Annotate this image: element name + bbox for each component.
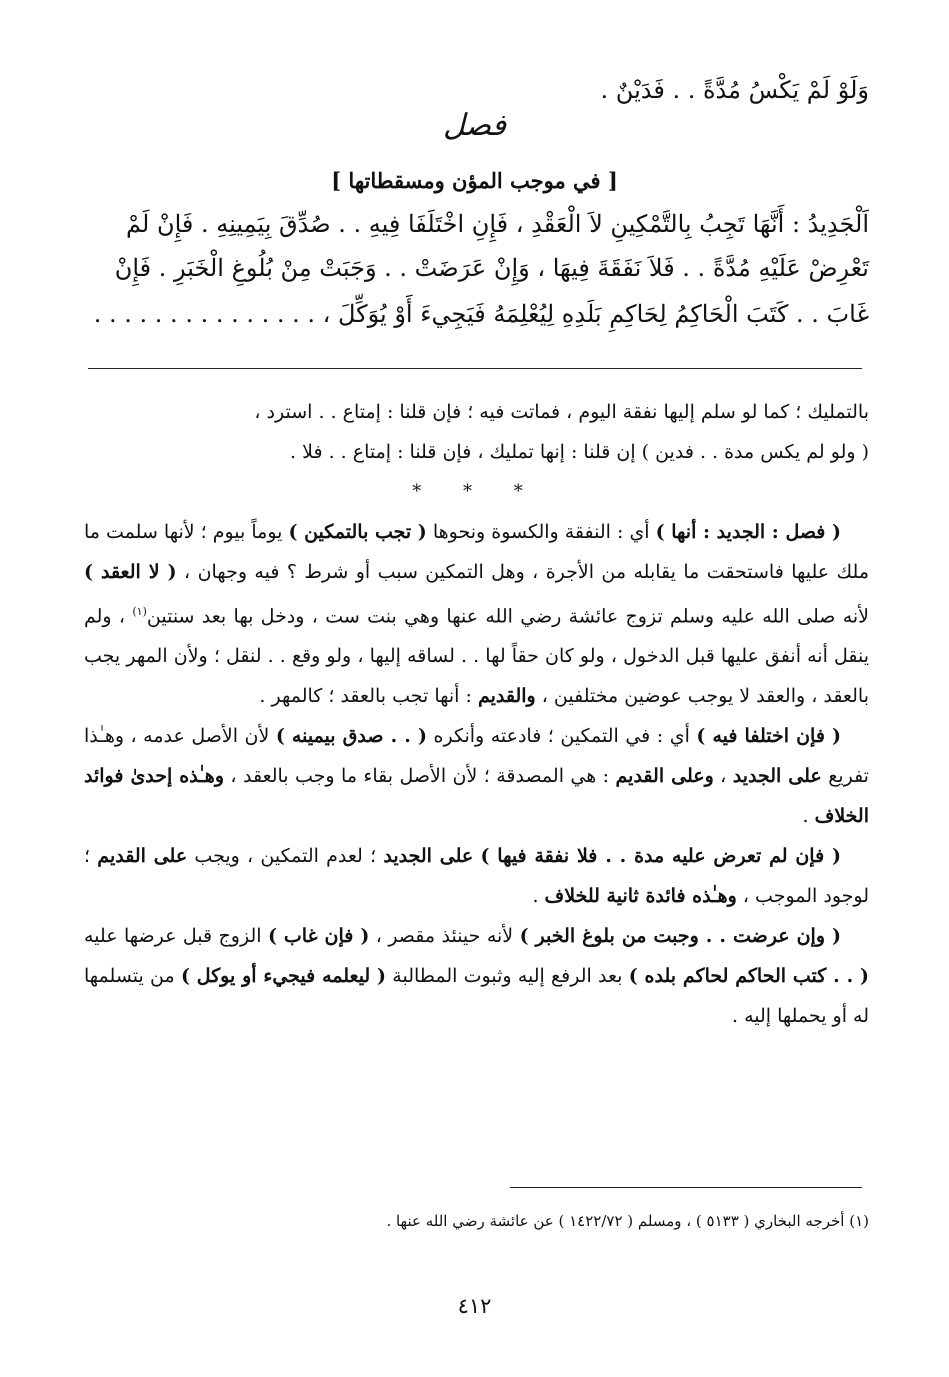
footnote-ref[interactable]: (١)	[132, 605, 147, 618]
bold-matn-quote: ( . . كتب الحاكم لحاكم بلده )	[628, 965, 869, 988]
footnote: (١) أخرجه البخاري ( ٥١٣٣ ) ، ومسلم ( ١٤٢٢/٧٢ ) عن عائشة رضي الله عنها .	[386, 1212, 869, 1230]
commentary-text: .	[532, 885, 545, 908]
bold-term: على القديم	[97, 845, 188, 868]
commentary-paragraph	[84, 716, 869, 836]
commentary-text: لأنه صلى الله عليه وسلم تزوج عائشة رضي الله عنها وهي بنت ست ، ودخل بها بعد سنتين	[146, 605, 869, 628]
bold-matn-quote: ( فإن لم تعرض عليه مدة . . فلا نفقة فيها )	[480, 845, 841, 868]
commentary-text: ، ولم ينقل أنه أنفق عليها قبل الدخول ، ولو كان حقاً لها . . لساقه إليها ، ولو وقع . . لنقل ؛ ولأن المهر يجب بالعقد ، والعقد لا يوجب عوضين مختلفين ،	[84, 605, 869, 708]
commentary-text: بعد الرفع إليه وثبوت المطالبة	[386, 965, 629, 988]
commentary-line: ( ولو لم يكس مدة . . فدين ) إن قلنا : إنها تمليك ، فإن قلنا : إمتاع . . فلا .	[290, 441, 869, 463]
bold-term: على الجديد	[383, 845, 474, 868]
commentary-line: بالتمليك ؛ كما لو سلم إليها نفقة اليوم ، فماتت فيه ؛ فإن قلنا : إمتاع . . استرد ،	[254, 401, 869, 423]
commentary-body	[84, 392, 869, 1036]
bold-matn-quote: ( ليعلمه فيجيء أو يوكل )	[180, 965, 387, 988]
bold-term: وهـٰذه فائدة ثانية للخلاف	[544, 885, 737, 908]
matn-line: اَلْجَدِيدُ : أَنَّهَا تَجِبُ بِالتَّمْكِينِ لاَ الْعَقْدِ ، فَإِنِ اخْتَلَفَا فِيهِ . . صُدِّقَ بِيَمِينِهِ . فَإِنْ لَمْ	[126, 210, 869, 238]
matn-sharh-divider	[88, 368, 862, 369]
bold-term: والقديم	[477, 685, 536, 708]
bold-matn-quote: ( تجب بالتمكين )	[288, 521, 427, 543]
bold-matn-quote: ( لا العقد )	[84, 561, 177, 583]
page-number: ٤١٢	[457, 1294, 492, 1318]
bold-matn-quote: ( . . صدق بيمينه )	[275, 725, 427, 748]
section-heading: [ في موجب المؤن ومسقطاتها ]	[331, 168, 618, 193]
bold-term: وعلى القديم	[615, 765, 714, 788]
bold-matn-quote: ( فإن اختلفا فيه )	[696, 725, 841, 748]
bold-term: وهـٰذه إحدىٰ فوائد الخلاف	[84, 765, 869, 828]
commentary-text: : هي المصدقة ؛ لأن الأصل بقاء ما وجب بالعقد ،	[224, 765, 616, 788]
commentary-text: .	[802, 805, 815, 828]
commentary-paragraph	[84, 836, 869, 916]
commentary-text: لأنه حينئذ مقصر ،	[369, 925, 520, 948]
commentary-text: يوماً بيوم ؛ لأنها سلمت ما ملك عليها فاستحقت ما يقابله من الأجرة ، وهل التمكين سبب أو شرط ؟ فيه وجهان ،	[84, 521, 870, 583]
matn-previous-line: وَلَوْ لَمْ يَكْسُ مُدَّةً . . فَدَيْنٌ .	[600, 76, 869, 104]
footnote-separator	[510, 1187, 862, 1188]
commentary-text: ؛ لعدم التمكين ، ويجب	[187, 845, 384, 868]
commentary-text: أي : النفقة والكسوة ونحوها	[426, 521, 656, 543]
commentary-text: : أنها تجب بالعقد ؛ كالمهر .	[259, 685, 478, 708]
commentary-text: ؛ لوجود الموجب ،	[84, 845, 869, 908]
commentary-text: أي : في التمكين ؛ فادعته وأنكره	[427, 725, 697, 748]
commentary-paragraph	[84, 916, 869, 1036]
commentary-text: لأن الأصل عدمه ، وهـٰذا تفريع	[84, 725, 869, 788]
bold-term: على الجديد	[732, 765, 822, 788]
section-ornament-title: فصل	[442, 108, 507, 143]
matn-line: غَابَ . . كَتَبَ الْحَاكِمُ لِحَاكِمِ بَلَدِهِ لِيُعْلِمَهُ فَيَجِيءَ أَوْ يُوَكِّلَ ، . . . . . . . . . . . . . . .	[93, 300, 869, 328]
bold-matn-quote: ( فإن غاب )	[267, 925, 370, 948]
bold-matn-quote: ( فصل : الجديد : أنها )	[655, 521, 841, 543]
commentary-text: من يتسلمها له أو يحملها إليه .	[84, 965, 869, 1028]
section-separator-stars: * * *	[412, 481, 541, 502]
commentary-text: الزوج قبل عرضها عليه	[84, 925, 268, 948]
matn-line: تَعْرِضْ عَلَيْهِ مُدَّةً . . فَلاَ نَفَقَةَ فِيهَا ، وَإِنْ عَرَضَتْ . . وَجَبَتْ مِنْ بُلُوغِ الْخَبَرِ . فَإِنْ	[114, 254, 869, 282]
bold-matn-quote: ( وإن عرضت . . وجبت من بلوغ الخبر )	[519, 925, 841, 948]
commentary-text: ،	[713, 765, 733, 788]
commentary-paragraph	[84, 512, 869, 716]
